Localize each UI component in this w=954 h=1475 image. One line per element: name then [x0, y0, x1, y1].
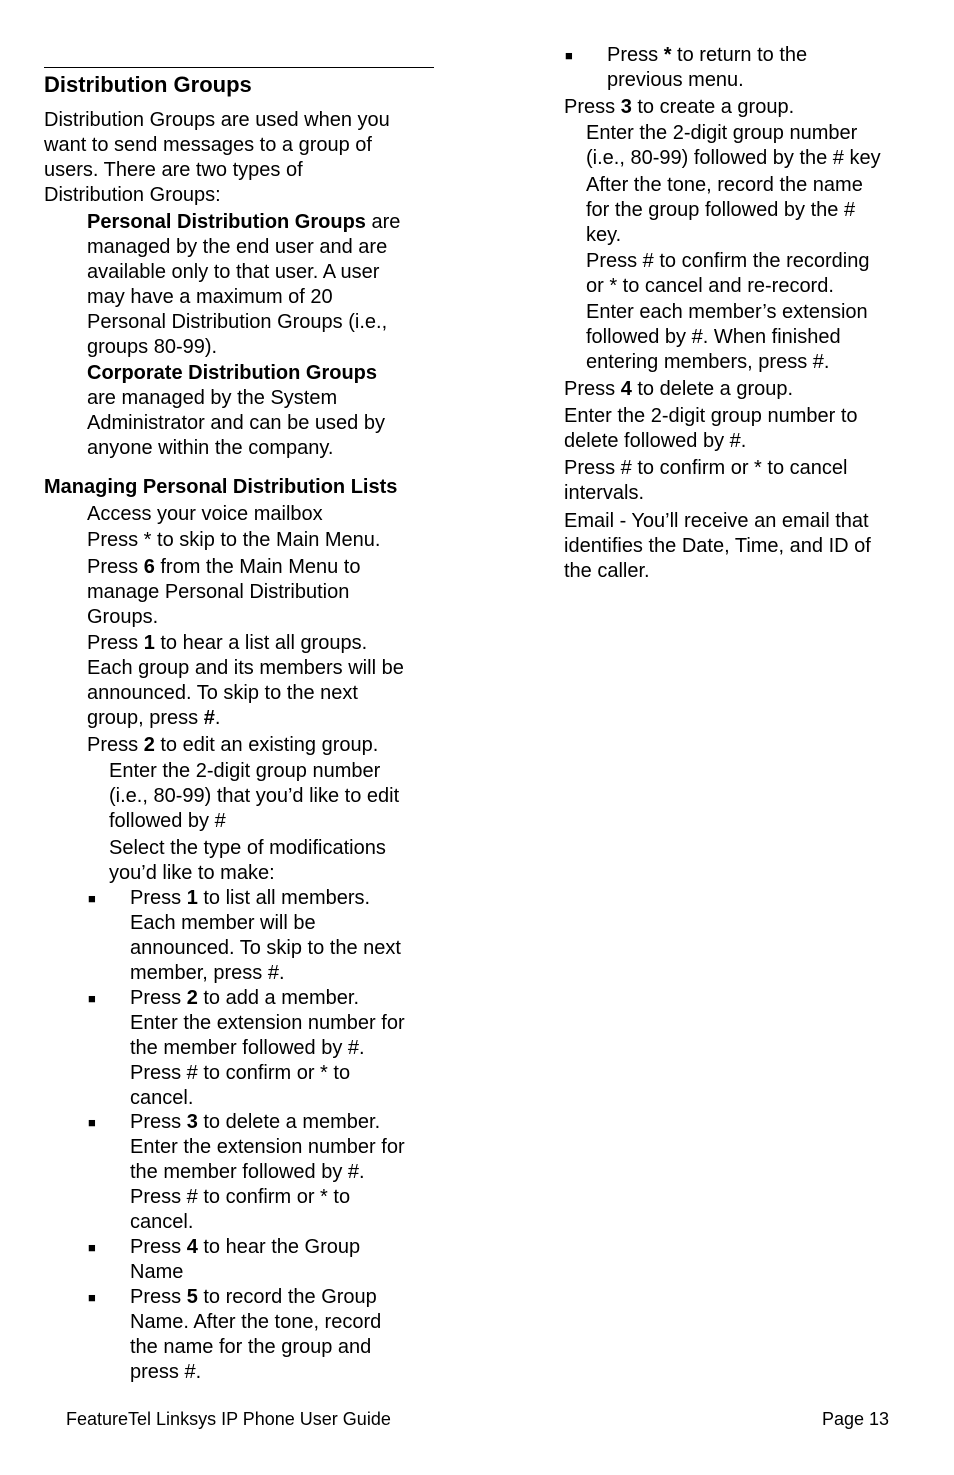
intro-line: Distribution Groups are used when you: [44, 109, 390, 131]
create-sub-line: key.: [586, 224, 622, 246]
step-press-1-line: group, press #.: [87, 707, 221, 729]
email-line: identifies the Date, Time, and ID of: [564, 535, 871, 557]
create-sub-line: for the group followed by the #: [586, 199, 856, 221]
intro-line: Distribution Groups:: [44, 184, 221, 206]
delete-line: delete followed by #.: [564, 430, 747, 452]
create-sub-line: Enter the 2-digit group number: [586, 122, 858, 144]
step-press-1: Press 1 to hear a list all groups.: [87, 632, 368, 654]
bullet-line: press #.: [130, 1361, 202, 1383]
step-access: Access your voice mailbox: [87, 503, 323, 525]
email-line: the caller.: [564, 560, 650, 582]
bullet-line: the member followed by #.: [130, 1161, 365, 1183]
intro-line: users. There are two types of: [44, 159, 303, 181]
bullet-line: Enter the extension number for: [130, 1136, 405, 1158]
create-sub-line: After the tone, record the name: [586, 174, 863, 196]
bullet-marker: ■: [88, 1240, 96, 1255]
personal-groups-line: Personal Distribution Groups are: [87, 211, 401, 233]
step-press-6-line: manage Personal Distribution: [87, 581, 350, 603]
create-sub-line: or * to cancel and re-record.: [586, 275, 834, 297]
step-press-3: Press 3 to create a group.: [564, 96, 795, 118]
bullet-line: cancel.: [130, 1211, 194, 1233]
bullet-return-menu: Press * to return to the: [607, 44, 808, 66]
personal-groups-line: Personal Distribution Groups (i.e.,: [87, 311, 388, 333]
bullet-line: Press # to confirm or * to: [130, 1062, 351, 1084]
personal-groups-line: may have a maximum of 20: [87, 286, 333, 308]
bullet-record-name: Press 5 to record the Group: [130, 1286, 377, 1308]
bullet-add-member: Press 2 to add a member.: [130, 987, 360, 1009]
bullet-marker: ■: [88, 891, 96, 906]
personal-groups-term: Personal Distribution Groups: [87, 211, 366, 233]
header-rule: [44, 67, 434, 68]
delete-line: intervals.: [564, 482, 645, 504]
corporate-groups-line: Administrator and can be used by: [87, 412, 385, 434]
create-sub-line: followed by #. When finished: [586, 326, 841, 348]
email-line: Email - You’ll receive an email that: [564, 510, 869, 532]
bullet-line: announced. To skip to the next: [130, 937, 401, 959]
corporate-groups-line: anyone within the company.: [87, 437, 334, 459]
bullet-line: Press # to confirm or * to: [130, 1186, 351, 1208]
step-press-6: Press 6 from the Main Menu to: [87, 556, 361, 578]
corporate-groups-term: Corporate Distribution Groups: [87, 362, 377, 384]
bullet-line: Each member will be: [130, 912, 316, 934]
edit-sub-line: followed by #: [109, 810, 226, 832]
bullet-marker: ■: [88, 1290, 96, 1305]
step-press-2: Press 2 to edit an existing group.: [87, 734, 379, 756]
step-skip-main: Press * to skip to the Main Menu.: [87, 529, 381, 551]
step-press-4: Press 4 to delete a group.: [564, 378, 794, 400]
bullet-line: the member followed by #.: [130, 1037, 365, 1059]
bullet-marker: ■: [565, 48, 573, 63]
edit-sub-line: you’d like to make:: [109, 862, 275, 884]
edit-sub-line: Enter the 2-digit group number: [109, 760, 381, 782]
personal-groups-line: managed by the end user and are: [87, 236, 388, 258]
intro-line: want to send messages to a group of: [44, 134, 372, 156]
bullet-list-members: Press 1 to list all members.: [130, 887, 371, 909]
edit-sub-line: Select the type of modifications: [109, 837, 386, 859]
step-press-1-line: Each group and its members will be: [87, 657, 404, 679]
bullet-line: Name: [130, 1261, 184, 1283]
bullet-line: cancel.: [130, 1087, 194, 1109]
bullet-line: member, press #.: [130, 962, 285, 984]
footer-page-number: Page 13: [821, 1409, 889, 1429]
bullet-hear-name: Press 4 to hear the Group: [130, 1236, 361, 1258]
personal-groups-line: groups 80-99).: [87, 336, 218, 358]
create-sub-line: Press # to confirm the recording: [586, 250, 870, 272]
create-sub-line: Enter each member’s extension: [586, 301, 868, 323]
bullet-line: the name for the group and: [130, 1336, 372, 1358]
edit-sub-line: (i.e., 80-99) that you’d like to edit: [109, 785, 400, 807]
step-press-6-line: Groups.: [87, 606, 159, 628]
bullet-marker: ■: [88, 1115, 96, 1130]
personal-groups-line: available only to that user. A user: [87, 261, 380, 283]
step-press-1-line: announced. To skip to the next: [87, 682, 358, 704]
corporate-groups-line: are managed by the System: [87, 387, 338, 409]
bullet-line: Enter the extension number for: [130, 1012, 405, 1034]
managing-heading: Managing Personal Distribution Lists: [44, 476, 398, 498]
footer-guide-title: FeatureTel Linksys IP Phone User Guide: [66, 1409, 391, 1429]
delete-line: Enter the 2-digit group number to: [564, 405, 858, 427]
bullet-line: Name. After the tone, record: [130, 1311, 382, 1333]
create-sub-line: (i.e., 80-99) followed by the # key: [586, 147, 881, 169]
bullet-line: previous menu.: [607, 69, 744, 91]
bullet-delete-member: Press 3 to delete a member.: [130, 1111, 381, 1133]
section-title: Distribution Groups: [44, 72, 252, 97]
bullet-marker: ■: [88, 991, 96, 1006]
create-sub-line: entering members, press #.: [586, 351, 830, 373]
delete-line: Press # to confirm or * to cancel: [564, 457, 848, 479]
